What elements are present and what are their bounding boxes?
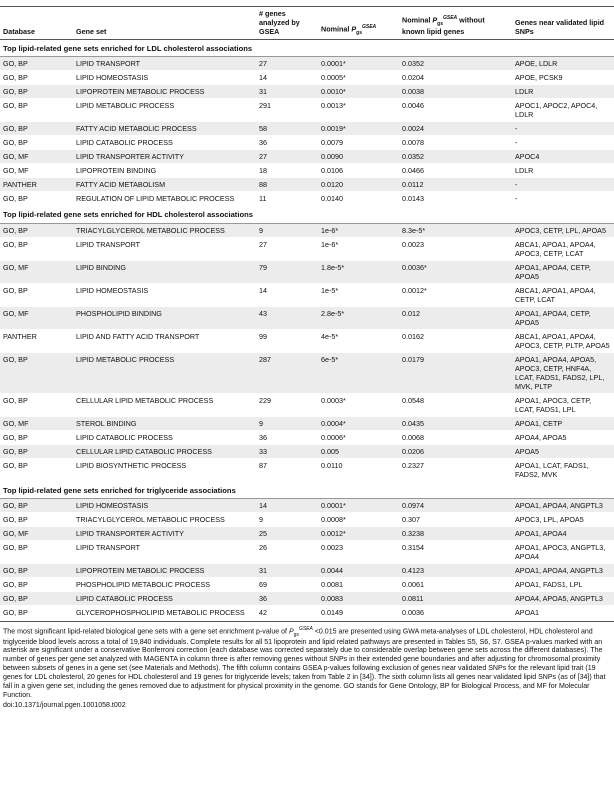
cell-nominal-p: 0.0001* <box>318 499 399 513</box>
table-row <box>0 237 614 260</box>
cell-gene-set: CELLULAR LIPID CATABOLIC PROCESS <box>73 444 256 458</box>
cell-near-snps: APOC4 <box>512 150 614 164</box>
cell-nominal-p: 0.0079 <box>318 136 399 150</box>
col-header-nominal-p: Nominal $P_{gs}^{GSEA}$ <box>318 7 399 40</box>
cell-nominal-p: 4e-5* <box>318 329 399 352</box>
cell-database: GO, BP <box>0 352 73 393</box>
cell-nominal-p: 0.0008* <box>318 513 399 527</box>
cell-near-snps: APOA1, APOA4 <box>512 527 614 541</box>
cell-gene-set: LIPID TRANSPORTER ACTIVITY <box>73 150 256 164</box>
cell-database: GO, MF <box>0 260 73 283</box>
section-header-row <box>0 40 614 57</box>
cell-n-genes: 69 <box>256 578 318 592</box>
table-row <box>0 393 614 416</box>
cell-gene-set: LIPID BIOSYNTHETIC PROCESS <box>73 458 256 481</box>
cell-n-genes: 42 <box>256 606 318 620</box>
cell-n-genes: 14 <box>256 499 318 513</box>
cell-gene-set: REGULATION OF LIPID METABOLIC PROCESS <box>73 192 256 206</box>
cell-nominal-p: 0.0003* <box>318 393 399 416</box>
cell-p-without-known: 0.0024 <box>399 122 512 136</box>
cell-nominal-p: 0.0012* <box>318 527 399 541</box>
cell-nominal-p: 0.0083 <box>318 592 399 606</box>
cell-p-without-known: 0.3238 <box>399 527 512 541</box>
cell-p-without-known: 0.0548 <box>399 393 512 416</box>
cell-near-snps: APOC3, LPL, APOA5 <box>512 513 614 527</box>
cell-database: GO, BP <box>0 57 73 71</box>
cell-p-without-known: 0.2327 <box>399 458 512 481</box>
cell-near-snps: APOC3, CETP, LPL, APOA5 <box>512 223 614 237</box>
cell-nominal-p: 0.0044 <box>318 564 399 578</box>
cell-n-genes: 99 <box>256 329 318 352</box>
cell-nominal-p: 0.0013* <box>318 99 399 122</box>
section-header-row <box>0 206 614 223</box>
cell-nominal-p: 0.0006* <box>318 430 399 444</box>
cell-near-snps: APOA1, LCAT, FADS1, FADS2, MVK <box>512 458 614 481</box>
cell-nominal-p: 0.0023 <box>318 541 399 564</box>
cell-gene-set: TRIACYLGLYCEROL METABOLIC PROCESS <box>73 223 256 237</box>
cell-gene-set: CELLULAR LIPID METABOLIC PROCESS <box>73 393 256 416</box>
cell-p-without-known: 0.0352 <box>399 57 512 71</box>
cell-n-genes: 9 <box>256 416 318 430</box>
cell-n-genes: 27 <box>256 237 318 260</box>
cell-p-without-known: 0.0179 <box>399 352 512 393</box>
cell-p-without-known: 0.0038 <box>399 85 512 99</box>
cell-near-snps: APOE, LDLR <box>512 57 614 71</box>
cell-database: GO, BP <box>0 136 73 150</box>
cell-nominal-p: 0.0019* <box>318 122 399 136</box>
table-row <box>0 99 614 122</box>
cell-n-genes: 43 <box>256 306 318 329</box>
cell-gene-set: PHOSPHOLIPID METABOLIC PROCESS <box>73 578 256 592</box>
cell-p-without-known: 0.0068 <box>399 430 512 444</box>
cell-p-without-known: 0.307 <box>399 513 512 527</box>
cell-database: GO, MF <box>0 150 73 164</box>
col-header-database: Database <box>0 7 73 40</box>
cell-n-genes: 9 <box>256 223 318 237</box>
cell-p-without-known: 0.0162 <box>399 329 512 352</box>
cell-database: GO, MF <box>0 306 73 329</box>
cell-n-genes: 36 <box>256 592 318 606</box>
cell-n-genes: 14 <box>256 71 318 85</box>
table-row <box>0 136 614 150</box>
cell-gene-set: LIPID TRANSPORT <box>73 237 256 260</box>
cell-near-snps: - <box>512 192 614 206</box>
table-body <box>0 40 614 620</box>
cell-gene-set: LIPID METABOLIC PROCESS <box>73 99 256 122</box>
cell-n-genes: 27 <box>256 57 318 71</box>
cell-database: GO, BP <box>0 85 73 99</box>
cell-nominal-p: 0.0081 <box>318 578 399 592</box>
cell-near-snps: - <box>512 136 614 150</box>
cell-database: PANTHER <box>0 178 73 192</box>
cell-database: GO, BP <box>0 541 73 564</box>
col-header-n-genes: # genes analyzed by GSEA <box>256 7 318 40</box>
cell-nominal-p: 0.0106 <box>318 164 399 178</box>
cell-n-genes: 79 <box>256 260 318 283</box>
cell-n-genes: 87 <box>256 458 318 481</box>
cell-gene-set: LIPID METABOLIC PROCESS <box>73 352 256 393</box>
cell-near-snps: APOA1, CETP <box>512 416 614 430</box>
cell-nominal-p: 1.8e-5* <box>318 260 399 283</box>
cell-p-without-known: 0.0036 <box>399 606 512 620</box>
cell-p-without-known: 0.0352 <box>399 150 512 164</box>
table-row <box>0 592 614 606</box>
cell-gene-set: STEROL BINDING <box>73 416 256 430</box>
cell-near-snps: - <box>512 178 614 192</box>
cell-near-snps: APOE, PCSK9 <box>512 71 614 85</box>
cell-database: GO, BP <box>0 122 73 136</box>
cell-gene-set: LIPID TRANSPORTER ACTIVITY <box>73 527 256 541</box>
cell-near-snps: LDLR <box>512 85 614 99</box>
cell-n-genes: 33 <box>256 444 318 458</box>
cell-n-genes: 9 <box>256 513 318 527</box>
cell-gene-set: LIPID BINDING <box>73 260 256 283</box>
cell-n-genes: 26 <box>256 541 318 564</box>
table-row <box>0 416 614 430</box>
cell-nominal-p: 1e-5* <box>318 283 399 306</box>
cell-near-snps: ABCA1, APOA1, APOA4, APOC3, CETP, LCAT <box>512 237 614 260</box>
cell-n-genes: 58 <box>256 122 318 136</box>
cell-p-without-known: 8.3e-5* <box>399 223 512 237</box>
table-row <box>0 329 614 352</box>
cell-p-without-known: 0.0811 <box>399 592 512 606</box>
cell-nominal-p: 0.0140 <box>318 192 399 206</box>
cell-database: GO, BP <box>0 458 73 481</box>
cell-near-snps: APOA1, FADS1, LPL <box>512 578 614 592</box>
cell-gene-set: LIPID CATABOLIC PROCESS <box>73 592 256 606</box>
cell-nominal-p: 2.8e-5* <box>318 306 399 329</box>
cell-nominal-p: 0.0010* <box>318 85 399 99</box>
table-footnote: The most significant lipid-related biological gene sets with a gene set enrichment p-value of $P_{gs}^{GSEA} <0.015$ are presented using GWA meta-analyses of LDL cholesterol, HDL cholesterol and triglyceride blood levels across a total of 19,840 individuals. Complete results for all 51 lipoprotein and lipid related pathways are presented in Tables S5, S6, S7. GSEA p-values marked with an asterisk are significant under a conservative Bonferroni correction (each database was corrected separately due to considerable overlap between gene sets across the different databases). The number of genes per gene set analyzed with MAGENTA in column three is after removing genes without SNPs in their extended gene boundaries and after adjusting for chromosomal proximity between subsets of genes in a gene set (see Materials and Methods). The fifth column contains GSEA p-values following exclusion of genes near validated SNPs for the relevant lipid trait (19 genes for LDL cholesterol, 20 genes for HDL cholesterol and 19 genes for triglyceride levels; taken from Table 2 in [34]). The sixth column lists all genes near validated lipid SNPs (as of [34]) that fall in a given gene set, including the genes removed due to adjustment for physical proximity in the genome. GO stands for Gene Ontology, BP for Biological Process, and MF for Molecular Function. <box>0 621 614 701</box>
cell-database: GO, BP <box>0 393 73 416</box>
cell-near-snps: ABCA1, APOA1, APOA4, CETP, LCAT <box>512 283 614 306</box>
cell-database: GO, MF <box>0 416 73 430</box>
cell-database: GO, MF <box>0 527 73 541</box>
cell-p-without-known: 0.012 <box>399 306 512 329</box>
cell-gene-set: LIPID AND FATTY ACID TRANSPORT <box>73 329 256 352</box>
cell-p-without-known: 0.0046 <box>399 99 512 122</box>
cell-database: GO, BP <box>0 606 73 620</box>
cell-p-without-known: 0.0974 <box>399 499 512 513</box>
cell-p-without-known: 0.0204 <box>399 71 512 85</box>
cell-n-genes: 31 <box>256 85 318 99</box>
table-row <box>0 430 614 444</box>
table-row <box>0 223 614 237</box>
cell-near-snps: APOA5 <box>512 444 614 458</box>
cell-nominal-p: 0.005 <box>318 444 399 458</box>
cell-p-without-known: 0.3154 <box>399 541 512 564</box>
cell-database: GO, BP <box>0 564 73 578</box>
cell-near-snps: APOA1 <box>512 606 614 620</box>
cell-n-genes: 14 <box>256 283 318 306</box>
table-row <box>0 150 614 164</box>
cell-n-genes: 36 <box>256 136 318 150</box>
cell-database: GO, BP <box>0 71 73 85</box>
cell-near-snps: APOA4, APOA5, ANGPTL3 <box>512 592 614 606</box>
cell-p-without-known: 0.0061 <box>399 578 512 592</box>
cell-n-genes: 291 <box>256 99 318 122</box>
cell-database: GO, BP <box>0 192 73 206</box>
cell-gene-set: LIPOPROTEIN METABOLIC PROCESS <box>73 564 256 578</box>
cell-database: GO, BP <box>0 499 73 513</box>
table-row <box>0 178 614 192</box>
cell-database: GO, BP <box>0 430 73 444</box>
cell-database: GO, BP <box>0 283 73 306</box>
cell-database: GO, BP <box>0 237 73 260</box>
cell-near-snps: APOA1, APOA4, CETP, APOA5 <box>512 306 614 329</box>
table-row <box>0 458 614 481</box>
col-header-gene-set: Gene set <box>73 7 256 40</box>
table-row <box>0 192 614 206</box>
cell-gene-set: LIPID HOMEOSTASIS <box>73 499 256 513</box>
cell-p-without-known: 0.4123 <box>399 564 512 578</box>
cell-gene-set: FATTY ACID METABOLISM <box>73 178 256 192</box>
cell-nominal-p: 1e-6* <box>318 237 399 260</box>
cell-gene-set: LIPOPROTEIN METABOLIC PROCESS <box>73 85 256 99</box>
cell-near-snps: APOA1, APOA4, ANGPTL3 <box>512 564 614 578</box>
cell-n-genes: 31 <box>256 564 318 578</box>
section-title: Top lipid-related gene sets enriched for LDL cholesterol associations <box>0 40 614 57</box>
cell-nominal-p: 0.0120 <box>318 178 399 192</box>
cell-gene-set: FATTY ACID METABOLIC PROCESS <box>73 122 256 136</box>
table-row <box>0 578 614 592</box>
cell-near-snps: LDLR <box>512 164 614 178</box>
table-row <box>0 306 614 329</box>
cell-database: GO, BP <box>0 223 73 237</box>
cell-database: PANTHER <box>0 329 73 352</box>
cell-nominal-p: 0.0090 <box>318 150 399 164</box>
cell-nominal-p: 0.0110 <box>318 458 399 481</box>
table-row <box>0 564 614 578</box>
table-row <box>0 527 614 541</box>
lipid-gene-set-table <box>0 6 614 620</box>
cell-nominal-p: 0.0005* <box>318 71 399 85</box>
cell-database: GO, BP <box>0 578 73 592</box>
cell-gene-set: LIPID HOMEOSTASIS <box>73 283 256 306</box>
cell-n-genes: 18 <box>256 164 318 178</box>
cell-n-genes: 11 <box>256 192 318 206</box>
cell-database: GO, MF <box>0 164 73 178</box>
cell-p-without-known: 0.0112 <box>399 178 512 192</box>
cell-n-genes: 229 <box>256 393 318 416</box>
cell-database: GO, BP <box>0 444 73 458</box>
cell-nominal-p: 0.0001* <box>318 57 399 71</box>
col-header-near-snps: Genes near validated lipid SNPs <box>512 7 614 40</box>
cell-near-snps: APOA1, APOC3, ANGPTL3, APOA4 <box>512 541 614 564</box>
table-row <box>0 606 614 620</box>
cell-gene-set: LIPID TRANSPORT <box>73 541 256 564</box>
cell-near-snps: APOC1, APOC2, APOC4, LDLR <box>512 99 614 122</box>
cell-near-snps: ABCA1, APOA1, APOA4, APOC3, CETP, PLTP, APOA5 <box>512 329 614 352</box>
cell-p-without-known: 0.0012* <box>399 283 512 306</box>
cell-gene-set: TRIACYLGLYCEROL METABOLIC PROCESS <box>73 513 256 527</box>
table-row <box>0 122 614 136</box>
table-row <box>0 283 614 306</box>
cell-n-genes: 25 <box>256 527 318 541</box>
col-header-without-known: Nominal $P_{gs}^{GSEA}$ without known lipid genes <box>399 7 512 40</box>
cell-gene-set: LIPID CATABOLIC PROCESS <box>73 430 256 444</box>
section-header-row <box>0 481 614 498</box>
table-row <box>0 71 614 85</box>
cell-p-without-known: 0.0023 <box>399 237 512 260</box>
section-title: Top lipid-related gene sets enriched for triglyceride associations <box>0 481 614 498</box>
section-title: Top lipid-related gene sets enriched for HDL cholesterol associations <box>0 206 614 223</box>
cell-nominal-p: 6e-5* <box>318 352 399 393</box>
table-row <box>0 499 614 513</box>
cell-gene-set: GLYCEROPHOSPHOLIPID METABOLIC PROCESS <box>73 606 256 620</box>
header-row <box>0 7 614 40</box>
cell-nominal-p: 1e-6* <box>318 223 399 237</box>
cell-p-without-known: 0.0435 <box>399 416 512 430</box>
cell-gene-set: PHOSPHOLIPID BINDING <box>73 306 256 329</box>
cell-nominal-p: 0.0149 <box>318 606 399 620</box>
table-row <box>0 260 614 283</box>
cell-p-without-known: 0.0206 <box>399 444 512 458</box>
cell-database: GO, BP <box>0 592 73 606</box>
table-row <box>0 513 614 527</box>
cell-gene-set: LIPID TRANSPORT <box>73 57 256 71</box>
cell-database: GO, BP <box>0 99 73 122</box>
cell-nominal-p: 0.0004* <box>318 416 399 430</box>
cell-near-snps: APOA4, APOA5 <box>512 430 614 444</box>
cell-p-without-known: 0.0466 <box>399 164 512 178</box>
table-row <box>0 57 614 71</box>
cell-n-genes: 27 <box>256 150 318 164</box>
table-row <box>0 352 614 393</box>
cell-near-snps: - <box>512 122 614 136</box>
cell-p-without-known: 0.0078 <box>399 136 512 150</box>
cell-n-genes: 88 <box>256 178 318 192</box>
cell-gene-set: LIPID HOMEOSTASIS <box>73 71 256 85</box>
cell-database: GO, BP <box>0 513 73 527</box>
table-row <box>0 444 614 458</box>
cell-gene-set: LIPID CATABOLIC PROCESS <box>73 136 256 150</box>
cell-near-snps: APOA1, APOA4, APOA5, APOC3, CETP, HNF4A, LCAT, FADS1, FADS2, LPL, MVK, PLTP <box>512 352 614 393</box>
table-row <box>0 541 614 564</box>
cell-near-snps: APOA1, APOA4, ANGPTL3 <box>512 499 614 513</box>
cell-gene-set: LIPOPROTEIN BINDING <box>73 164 256 178</box>
cell-n-genes: 36 <box>256 430 318 444</box>
cell-near-snps: APOA1, APOC3, CETP, LCAT, FADS1, LPL <box>512 393 614 416</box>
cell-near-snps: APOA1, APOA4, CETP, APOA5 <box>512 260 614 283</box>
cell-p-without-known: 0.0036* <box>399 260 512 283</box>
cell-n-genes: 287 <box>256 352 318 393</box>
table-row <box>0 85 614 99</box>
doi-line: doi:10.1371/journal.pgen.1001058.t002 <box>3 702 126 710</box>
table-row <box>0 164 614 178</box>
cell-p-without-known: 0.0143 <box>399 192 512 206</box>
